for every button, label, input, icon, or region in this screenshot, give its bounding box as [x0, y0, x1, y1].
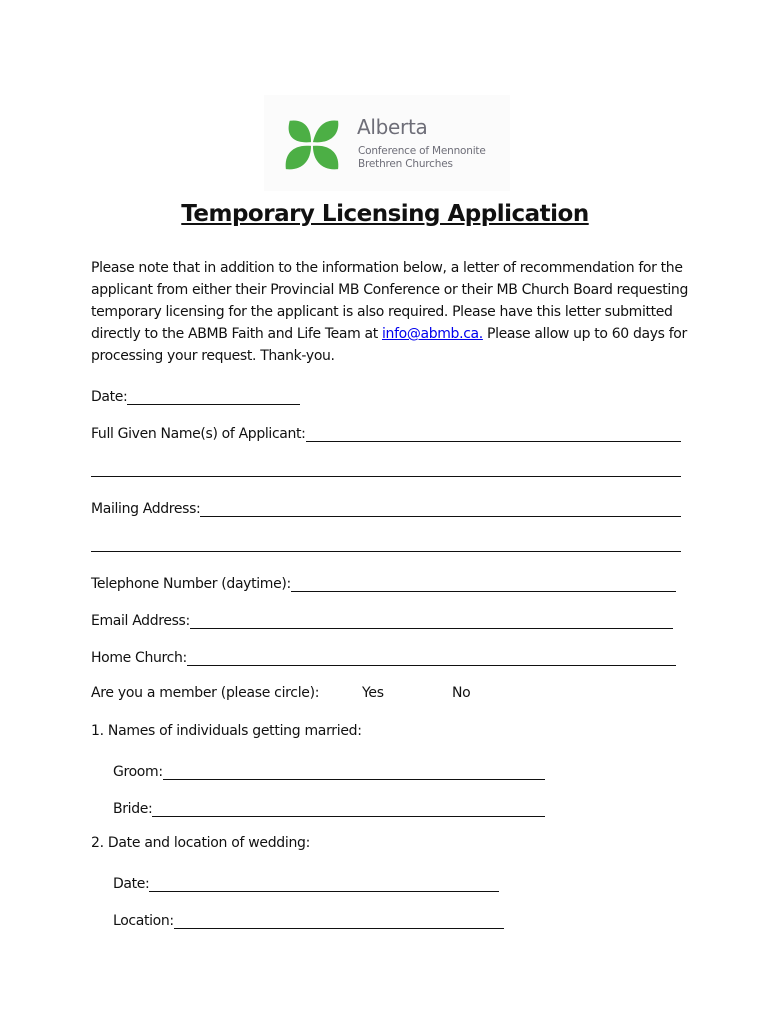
wedding-location-input-line[interactable]: [174, 912, 504, 929]
logo-name: Alberta: [357, 115, 428, 139]
bride-input-line[interactable]: [152, 800, 545, 817]
home-church-input-line[interactable]: [187, 649, 676, 666]
leaf-logo-icon: [282, 115, 340, 173]
email-label: Email Address:: [91, 613, 190, 629]
home-church-field: [91, 646, 676, 666]
telephone-field: [91, 572, 676, 592]
full-name-input-line[interactable]: [306, 425, 681, 442]
logo-subtitle-line1: Conference of Mennonite: [358, 145, 486, 157]
date-input-line[interactable]: [127, 388, 300, 405]
logo-subtitle-line2: Brethren Churches: [358, 158, 453, 170]
mailing-address-label: Mailing Address:: [91, 501, 201, 517]
date-label: Date:: [91, 389, 128, 405]
intro-text-before: Please note that in addition to the information below, a letter of recommendation for the applicant from either their Provincial MB Conference or their MB Church Board requesting temporary licensing for the applicant is also required. Please have this letter submitted directly to the ABMB Faith and Life Team at: [91, 260, 688, 342]
email-field: [91, 609, 673, 629]
full-name-field: [91, 422, 681, 442]
section2-heading: 2. Date and location of wedding:: [91, 835, 311, 851]
groom-label: Groom:: [113, 764, 163, 780]
groom-field: [113, 760, 545, 780]
full-name-continuation-line[interactable]: [91, 476, 681, 477]
mailing-address-field: [91, 497, 681, 517]
email-input-line[interactable]: [190, 612, 673, 629]
bride-field: [113, 797, 545, 817]
section1-heading: 1. Names of individuals getting married:: [91, 723, 362, 739]
mailing-address-input-line[interactable]: [200, 500, 681, 517]
email-link[interactable]: info@abmb.ca.: [382, 326, 483, 342]
groom-input-line[interactable]: [163, 763, 545, 780]
intro-paragraph: [91, 257, 691, 367]
member-yes-option[interactable]: Yes: [362, 685, 384, 701]
full-name-label: Full Given Name(s) of Applicant:: [91, 426, 306, 442]
organization-logo: [264, 95, 510, 191]
date-field: [91, 385, 300, 405]
wedding-location-label: Location:: [113, 913, 174, 929]
wedding-date-field: [113, 872, 499, 892]
page-title: Temporary Licensing Application: [181, 201, 589, 227]
intro-text-after: Please allow up to 60 days for processing your request. Thank-you.: [91, 326, 687, 364]
home-church-label: Home Church:: [91, 650, 187, 666]
member-question: Are you a member (please circle):: [91, 685, 320, 701]
telephone-label: Telephone Number (daytime):: [91, 576, 291, 592]
wedding-location-field: [113, 909, 504, 929]
wedding-date-label: Date:: [113, 876, 150, 892]
bride-label: Bride:: [113, 801, 153, 817]
wedding-date-input-line[interactable]: [149, 875, 499, 892]
mailing-address-continuation-line[interactable]: [91, 551, 681, 552]
telephone-input-line[interactable]: [291, 575, 676, 592]
member-no-option[interactable]: No: [452, 685, 471, 701]
